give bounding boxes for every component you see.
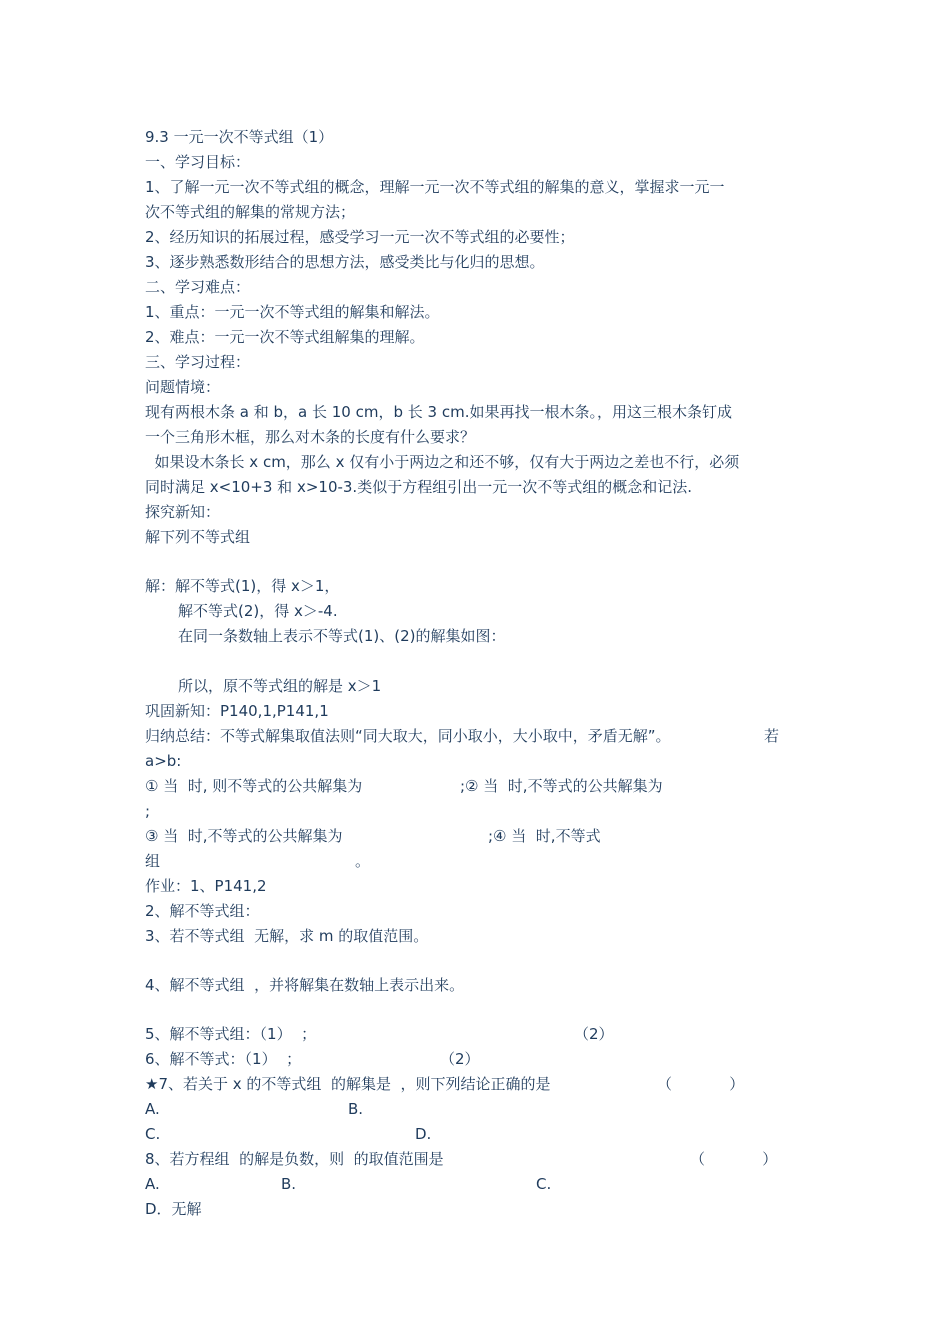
situation-line-1: 现有两根木条 a 和 b，a 长 10 cm，b 长 3 cm.如果再找一根木条。，用这三根木条钉成 [145, 403, 732, 421]
case-4-continued: 组 [145, 852, 161, 870]
difficulty-1: 1、重点：一元一次不等式组的解集和解法。 [145, 303, 440, 321]
situation-heading: 问题情境： [145, 378, 221, 396]
explore-task: 解下列不等式组 [145, 528, 251, 546]
consolidate-line: 巩固新知：P140,1,P141,1 [145, 702, 329, 720]
solution-line-3: 在同一条数轴上表示不等式(1)、(2)的解集如图： [178, 627, 506, 645]
homework-7-option-a: A. [145, 1100, 160, 1118]
objective-3: 3、逐步熟悉数形结合的思想方法，感受类比与化归的思想。 [145, 253, 545, 271]
case-2-end: ; [145, 802, 151, 820]
homework-8-option-c: C. [536, 1175, 552, 1193]
homework-8-option-d: D．无解 [145, 1200, 202, 1218]
solution-line-1: 解：解不等式(1)，得 x＞1， [145, 577, 340, 595]
situation-line-2: 一个三角形木框，那么对木条的长度有什么要求？ [145, 428, 476, 446]
situation-line-3: 如果设木条长 x cm，那么 x 仅有小于两边之和还不够，仅有大于两边之差也不行，必须 [145, 453, 740, 471]
homework-4: 4、解不等式组 ，并将解集在数轴上表示出来。 [145, 976, 465, 994]
explore-heading: 探究新知： [145, 503, 221, 521]
homework-1: 作业：1、P141,2 [145, 877, 267, 895]
objective-1-line-2: 次不等式组的解集的常规方法； [145, 203, 356, 221]
homework-3: 3、若不等式组 无解，求 m 的取值范围。 [145, 927, 429, 945]
summary-if: 若 [764, 727, 780, 745]
objectives-heading: 一、学习目标： [145, 153, 251, 171]
solution-line-2: 解不等式(2)，得 x＞-4. [178, 602, 338, 620]
homework-5: 5、解不等式组：（1） ； [145, 1025, 317, 1043]
difficulties-heading: 二、学习难点： [145, 278, 251, 296]
case-4-end: 。 [355, 852, 371, 870]
summary-condition: a>b: [145, 752, 182, 770]
solution-line-4: 所以，原不等式组的解是 x＞1 [178, 677, 382, 695]
homework-7-option-c: C. [145, 1125, 161, 1143]
difficulty-2: 2、难点：一元一次不等式组解集的理解。 [145, 328, 425, 346]
homework-8: 8、若方程组 的解是负数，则 的取值范围是 [145, 1150, 444, 1168]
homework-2: 2、解不等式组： [145, 902, 260, 920]
homework-8-option-a: A. [145, 1175, 160, 1193]
objective-1-line-1: 1、了解一元一次不等式组的概念，理解一元一次不等式组的解集的意义，掌握求一元一 [145, 178, 725, 196]
page-title: 9.3 一元一次不等式组（1） [145, 128, 334, 146]
homework-7: ★7、若关于 x 的不等式组 的解集是 ，则下列结论正确的是 [145, 1075, 551, 1093]
objective-2: 2、经历知识的拓展过程，感受学习一元一次不等式组的必要性； [145, 228, 575, 246]
homework-6: 6、解不等式：（1） ； [145, 1050, 302, 1068]
homework-8-option-b: B. [281, 1175, 297, 1193]
homework-8-answer-paren: （ ） [690, 1150, 778, 1168]
case-3: ③ 当 时,不等式的公共解集为 [145, 827, 343, 845]
case-2: ;② 当 时,不等式的公共解集为 [460, 777, 663, 795]
homework-7-option-d: D. [415, 1125, 432, 1143]
summary-line: 归纳总结：不等式解集取值法则“同大取大，同小取小，大小取中，矛盾无解”。 [145, 727, 671, 745]
situation-line-4: 同时满足 x<10+3 和 x>10-3.类似于方程组引出一元一次不等式组的概念和记法. [145, 478, 692, 496]
homework-5-part-2: （2） [574, 1025, 614, 1043]
homework-7-answer-paren: （ ） [657, 1075, 745, 1093]
homework-7-option-b: B. [348, 1100, 364, 1118]
process-heading: 三、学习过程： [145, 353, 251, 371]
homework-6-part-2: （2） [440, 1050, 480, 1068]
case-4: ;④ 当 时,不等式 [488, 827, 601, 845]
case-1: ① 当 时, 则不等式的公共解集为 [145, 777, 363, 795]
